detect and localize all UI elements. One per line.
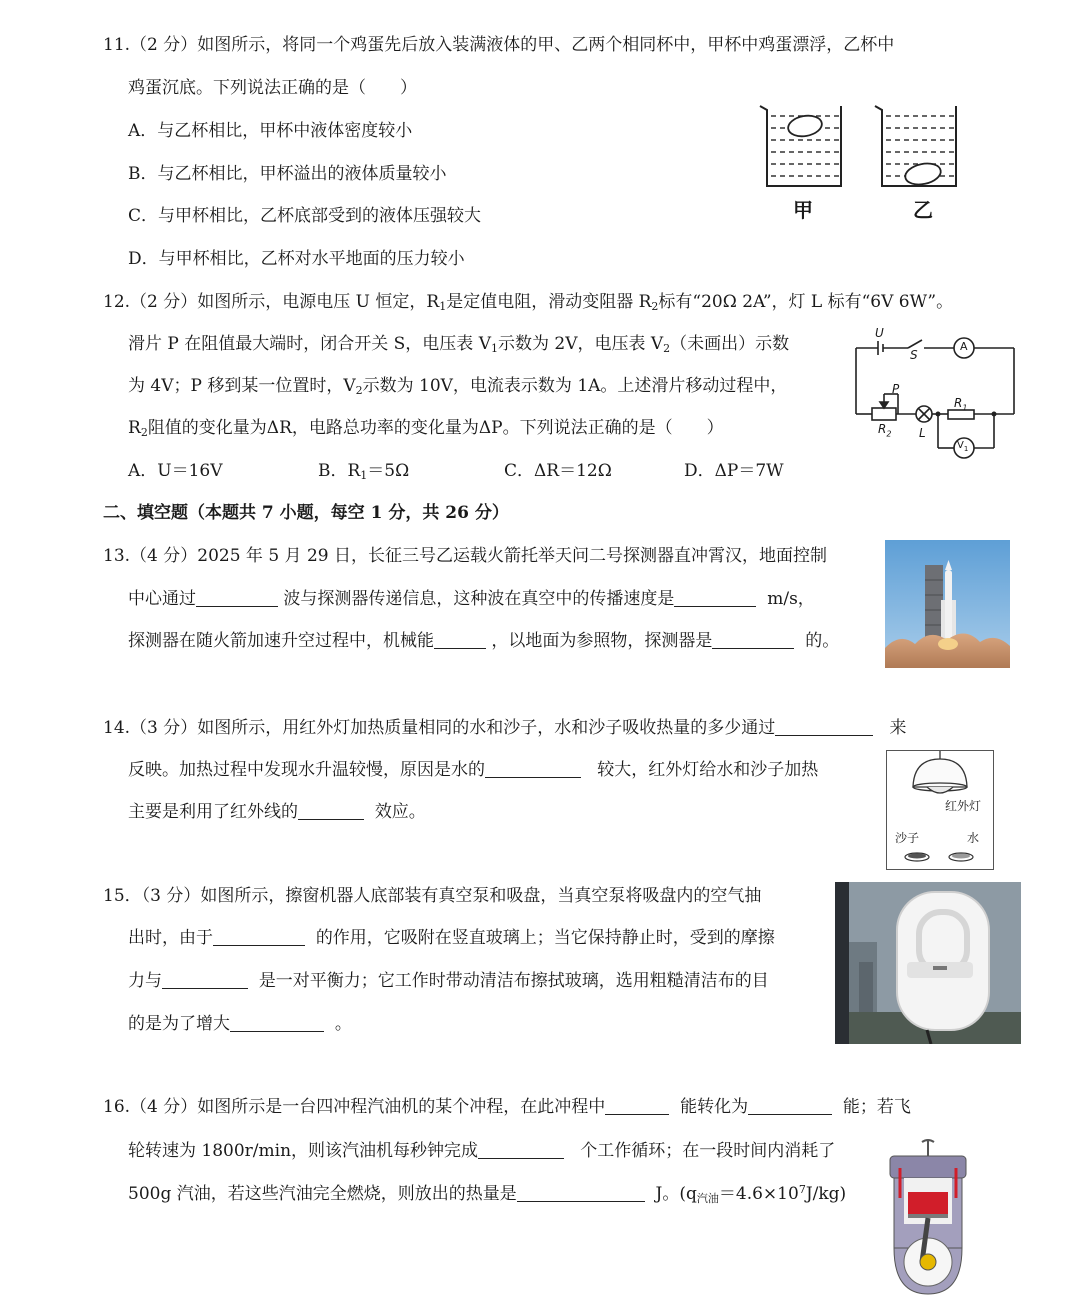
- q15-blank-2[interactable]: [162, 970, 248, 989]
- q13-stem-line2: 中心通过 波与探测器传递信息，这种波在真空中的传播速度是 m/s，: [128, 589, 815, 609]
- q14-blank-3[interactable]: [298, 801, 364, 820]
- circuit-label-r2: $R_2$: [878, 422, 892, 439]
- q13-blank-1[interactable]: [196, 588, 278, 607]
- q11-stem-line1: 11.（2 分）如图所示，将同一个鸡蛋先后放入装满液体的甲、乙两个相同杯中，甲杯中鸡蛋漂浮，乙杯中: [103, 35, 895, 55]
- q14-blank-2[interactable]: [485, 759, 581, 778]
- q14-infrared-lamp-figure: [886, 750, 994, 870]
- floating-egg-icon: [787, 113, 824, 139]
- q13-blank-2[interactable]: [674, 588, 756, 607]
- q11-beakers-figure: [755, 100, 980, 225]
- q11-option-b[interactable]: B．与乙杯相比，甲杯溢出的液体质量较小: [128, 164, 447, 184]
- q16-blank-2[interactable]: [748, 1096, 832, 1115]
- beakers-drawing: [755, 100, 980, 190]
- q14-stem-line2: 反映。加热过程中发现水升温较慢，原因是水的 较大，红外灯给水和沙子加热: [128, 760, 819, 780]
- beaker-label-yi: 乙: [913, 198, 933, 222]
- q12-stem-line2: 滑片 P 在阻值最大端时，闭合开关 S，电压表 $V_1$示数为 2V，电压表 $V_2$（未画出）示数: [128, 334, 790, 355]
- rocket-icon: [945, 570, 952, 640]
- q16-stem-line1: 16.（4 分）如图所示是一台四冲程汽油机的某个冲程，在此冲程中 能转化为 能；若飞: [103, 1097, 911, 1117]
- circuit-label-p: P: [892, 382, 900, 396]
- sand-label: 沙子: [895, 831, 920, 845]
- q11-option-a[interactable]: A．与乙杯相比，甲杯中液体密度较小: [128, 121, 413, 141]
- beaker-label-jia: 甲: [793, 198, 813, 222]
- q12-option-d[interactable]: D．ΔP＝7W: [684, 461, 784, 481]
- q15-stem-line1: 15．（3 分）如图所示，擦窗机器人底部装有真空泵和吸盘，当真空泵将吸盘内的空气抽: [103, 886, 762, 906]
- q14-stem-line1: 14.（3 分）如图所示，用红外灯加热质量相同的水和沙子，水和沙子吸收热量的多少通过 来: [103, 718, 907, 738]
- q12-stem-line1: 12.（2 分）如图所示，电源电压 U 恒定，$R_1$是定值电阻，滑动变阻器 $R_2$标有“20Ω 2A”，灯 L 标有“6V 6W”。: [103, 292, 954, 313]
- q13-blank-4[interactable]: [712, 630, 794, 649]
- circuit-label-s: S: [910, 348, 918, 362]
- q12-stem-line3: 为 4V；P 移到某一位置时，$V_2$示数为 10V，电流表示数为 1A。上述滑片移动过程中，: [128, 376, 788, 397]
- voltmeter-v1-icon: $V_1$: [957, 440, 969, 453]
- circuit-label-u: U: [875, 326, 884, 340]
- q13-stem-line1: 13.（4 分）2025 年 5 月 29 日，长征三号乙运载火箭托举天问二号探测器直冲霄汉，地面控制: [103, 546, 827, 566]
- q13-blank-3[interactable]: [434, 630, 486, 649]
- q15-blank-3[interactable]: [230, 1013, 324, 1032]
- lamp-label: 红外灯: [945, 799, 982, 813]
- circuit-drawing: [848, 326, 1020, 462]
- q16-blank-1[interactable]: [605, 1096, 669, 1115]
- window-robot-icon: [897, 892, 989, 1044]
- q15-stem-line2: 出时，由于 的作用，它吸附在竖直玻璃上；当它保持静止时，受到的摩擦: [128, 928, 775, 948]
- q13-stem-line3: 探测器在随火箭加速升空过程中，机械能 ，以地面为参照物，探测器是 的。: [128, 631, 840, 651]
- q11-stem-line2: 鸡蛋沉底。下列说法正确的是（ ）: [128, 78, 417, 98]
- q13-rocket-launch-photo: [885, 540, 1010, 668]
- section-2-heading: 二、填空题（本题共 7 小题，每空 1 分，共 26 分）: [103, 503, 509, 523]
- q16-blank-4[interactable]: [517, 1183, 645, 1202]
- q15-blank-1[interactable]: [213, 927, 305, 946]
- q12-option-a[interactable]: A．U＝16V: [128, 461, 223, 481]
- water-label: 水: [967, 831, 980, 845]
- q11-option-c[interactable]: C．与甲杯相比，乙杯底部受到的液体压强较大: [128, 206, 482, 226]
- q14-blank-1[interactable]: [775, 717, 873, 736]
- q15-window-robot-photo: [835, 882, 1021, 1044]
- q12-stem-line4: $R_2$阻值的变化量为ΔR，电路总功率的变化量为ΔP。下列说法正确的是（ ）: [128, 418, 724, 439]
- q15-stem-line3: 力与 是一对平衡力；它工作时带动清洁布擦拭玻璃，选用粗糙清洁布的目: [128, 971, 769, 991]
- circuit-label-l: L: [919, 426, 926, 440]
- engine-cylinder-icon: [890, 1140, 966, 1294]
- q12-option-b[interactable]: B．$R_1=5\Omega$: [318, 461, 410, 482]
- q12-option-c[interactable]: C．ΔR＝12Ω: [504, 461, 612, 481]
- q16-blank-3[interactable]: [478, 1140, 564, 1159]
- q16-stem-line2: 轮转速为 1800r/min，则该汽油机每秒钟完成 个工作循环；在一段时间内消耗了: [128, 1141, 836, 1161]
- ammeter-icon: A: [960, 340, 968, 353]
- q15-stem-line4: 的是为了增大 。: [128, 1014, 352, 1034]
- q16-engine-stroke-figure: [880, 1138, 976, 1296]
- q16-stem-line3: 500g 汽油，若这些汽油完全燃烧，则放出的热量是 J。$(q_{汽油}=4.6\times 10^7J/kg)$: [128, 1183, 847, 1205]
- q14-stem-line3: 主要是利用了红外线的 效应。: [128, 802, 426, 822]
- q12-circuit-figure: [848, 326, 1020, 462]
- circuit-label-r1: $R_1$: [954, 396, 968, 413]
- sunk-egg-icon: [903, 160, 942, 187]
- q11-option-d[interactable]: D．与甲杯相比，乙杯对水平地面的压力较小: [128, 249, 465, 269]
